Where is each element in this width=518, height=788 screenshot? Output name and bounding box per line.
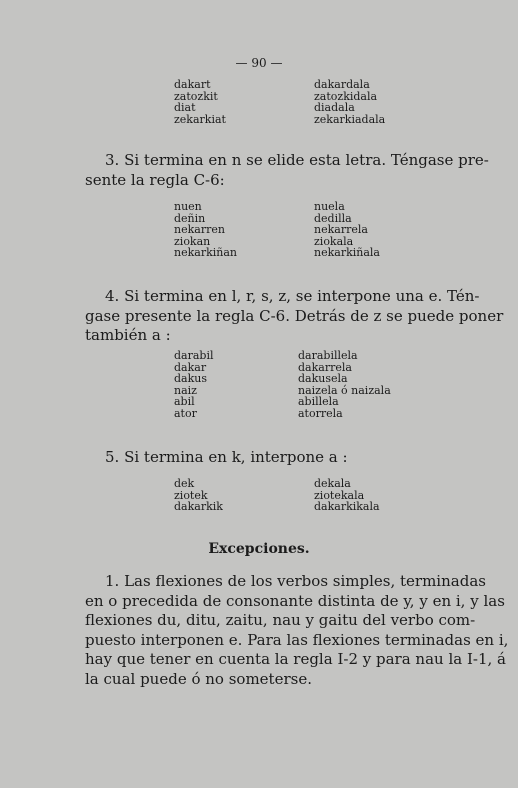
table2-right-item: nekarkiñala — [314, 246, 380, 259]
table2-left-column — [174, 201, 237, 259]
rule-4-line: también a : — [85, 326, 171, 344]
table3-right-column — [298, 350, 391, 419]
table2-left-item: nekarkiñan — [174, 246, 237, 259]
table4-left-item: dakarkik — [174, 500, 223, 513]
table2-right-item: dedilla — [314, 211, 352, 225]
rule-5-paragraph — [85, 448, 348, 468]
table3-right-item: atorrela — [298, 406, 343, 420]
table3-left-item: naiz — [174, 383, 197, 397]
table3-left-item: dakar — [174, 360, 207, 374]
table3-right-item: naizela ó naizala — [298, 383, 391, 397]
table2-right-column — [314, 201, 380, 259]
table3-right-item: abillela — [298, 395, 339, 408]
rule-3-line: sente la regla C-6: — [85, 170, 225, 189]
table3-left-item: dakus — [174, 372, 207, 385]
table2-left-item: nuen — [174, 200, 202, 213]
table4-right-column — [314, 478, 380, 513]
table2-left-item: ziokan — [174, 234, 211, 248]
table2-right-item: nekarrela — [314, 223, 368, 236]
table2-right-item: ziokala — [314, 234, 354, 248]
page-number: — 90 — — [235, 56, 283, 70]
rule-4-line: gase presente la regla C-6. Detrás de z se puede poner — [85, 306, 504, 325]
exceptions-line: puesto interponen e. Para las flexiones terminadas en i, — [85, 630, 509, 649]
table3-left-column — [174, 350, 214, 419]
exceptions-line: la cual puede ó no someterse. — [85, 669, 312, 688]
rule-5-line: 5. Si termina en k, interpone a : — [105, 448, 348, 466]
table1-right-column — [314, 79, 385, 125]
table1-right-item: zatozkidala — [314, 89, 378, 103]
table1-left-item: zekarkiat — [174, 112, 226, 126]
table2-right-item: nuela — [314, 200, 345, 213]
table3-left-item: abil — [174, 395, 195, 408]
rule-3-line: 3. Si termina en n se elide esta letra. Téngase pre- — [105, 151, 489, 169]
table2-left-item: deñin — [174, 211, 206, 225]
rule-4-line: 4. Si termina en l, r, s, z, se interpone una e. Tén- — [105, 287, 480, 305]
exceptions-paragraph — [85, 572, 508, 689]
table1-left-item: diat — [174, 101, 196, 114]
table3-right-item: dakusela — [298, 372, 348, 385]
table4-right-item: ziotekala — [314, 488, 365, 502]
table4-left-column — [174, 478, 223, 513]
rule-4-paragraph — [85, 287, 503, 346]
table4-right-item: dekala — [314, 477, 351, 490]
table1-left-item: dakart — [174, 78, 211, 91]
exceptions-line: hay que tener en cuenta la regla I-2 y para nau la I-1, á — [85, 650, 506, 668]
exceptions-line: flexiones du, ditu, zaitu, nau y gaitu del verbo com- — [85, 611, 476, 629]
table3-right-item: dakarrela — [298, 360, 352, 374]
table3-left-item: darabil — [174, 349, 214, 362]
table1-left-item: zatozkit — [174, 89, 218, 103]
table1-left-column — [174, 79, 226, 125]
table1-right-item: zekarkiadala — [314, 112, 386, 126]
table1-right-item: diadala — [314, 101, 355, 114]
table3-right-item: darabillela — [298, 349, 358, 362]
table3-left-item: ator — [174, 406, 197, 420]
table1-right-item: dakardala — [314, 78, 370, 91]
rule-3-paragraph — [85, 151, 489, 190]
section-heading: Excepciones. — [208, 541, 310, 557]
exceptions-line: en o precedida de consonante distinta de y, y en i, y las — [85, 591, 505, 610]
table4-left-item: ziotek — [174, 488, 208, 502]
table2-left-item: nekarren — [174, 223, 225, 236]
table4-left-item: dek — [174, 477, 195, 490]
table4-right-item: dakarkikala — [314, 500, 380, 513]
exceptions-line: 1. Las flexiones de los verbos simples, terminadas — [105, 572, 486, 590]
